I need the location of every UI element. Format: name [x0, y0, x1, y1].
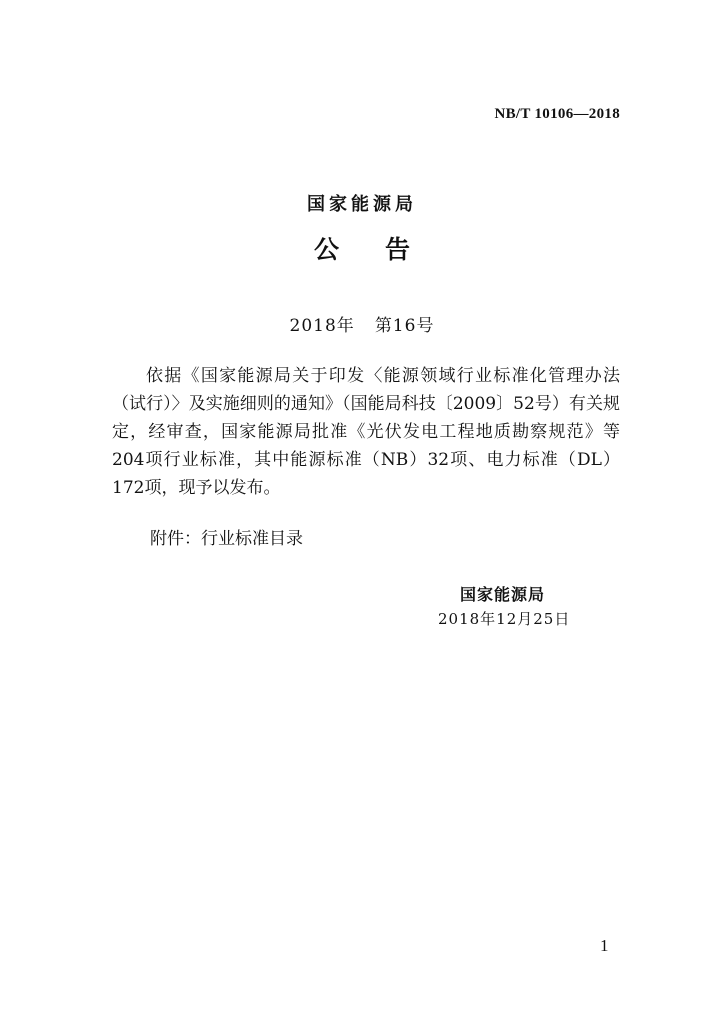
standard-code: NB/T 10106—2018	[494, 106, 620, 122]
signature-date: 2018年12月25日	[438, 610, 571, 628]
page-number: 1	[600, 936, 609, 955]
notice-number-line	[0, 311, 724, 336]
notice-title: 公告	[313, 235, 456, 264]
notice-year: 2018年	[289, 316, 355, 336]
notice-number: 第16号	[374, 316, 435, 336]
attachment-line: 附件：行业标准目录	[150, 529, 303, 549]
issuer-heading: 国家能源局	[307, 194, 417, 215]
signature-organization: 国家能源局	[460, 585, 546, 604]
notice-body: 依据《国家能源局关于印发〈能源领域行业标准化管理办法（试行）〉及实施细则的通知》（国能局科技〔2009〕52号）有关规定，经审查，国家能源局批准《光伏发电工程地质勘察规范》等204项行业标准，其中能源标准（NB）32项、电力标准（DL）172项，现予以发布。	[112, 366, 620, 498]
